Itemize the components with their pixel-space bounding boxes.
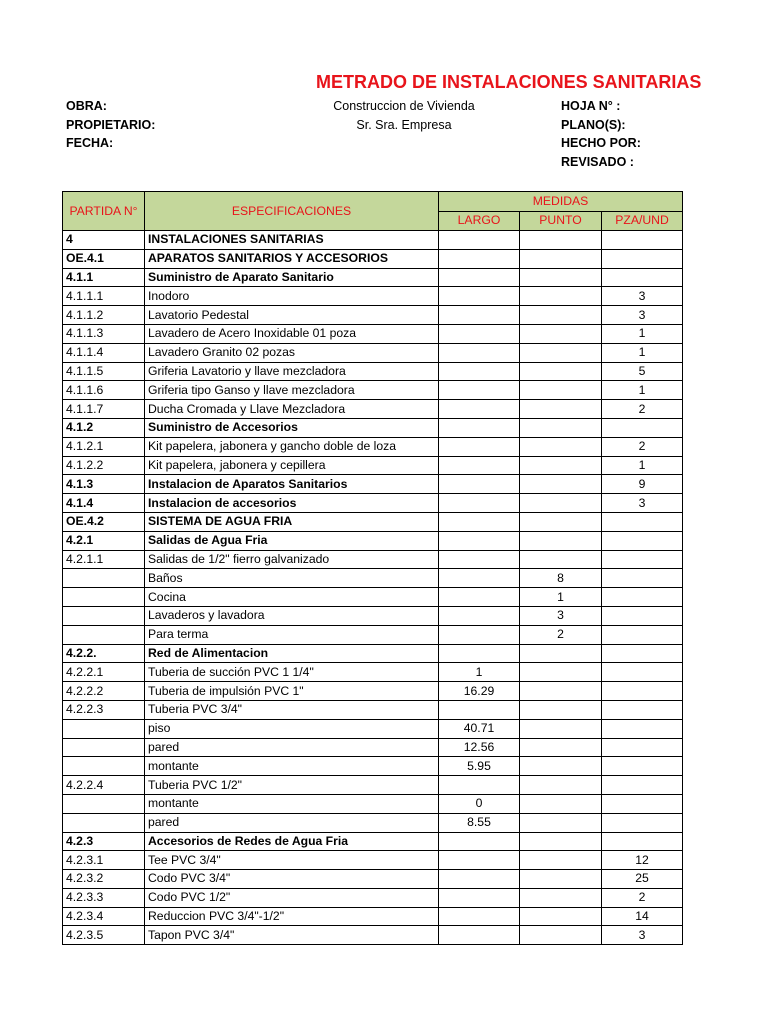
especificacion-cell: montante: [145, 757, 439, 776]
partida-cell: [63, 738, 145, 757]
partida-cell: 4.1.1.4: [63, 343, 145, 362]
especificacion-cell: Kit papelera, jabonera y cepillera: [145, 456, 439, 475]
table-row: [63, 776, 683, 795]
especificacion-cell: Lavaderos y lavadora: [145, 606, 439, 625]
partida-cell: 4.1.1.3: [63, 324, 145, 343]
largo-cell: [439, 343, 520, 362]
especificacion-cell: Lavadero de Acero Inoxidable 01 poza: [145, 324, 439, 343]
partida-cell: 4.1.2.2: [63, 456, 145, 475]
table-row: [63, 738, 683, 757]
punto-cell: [520, 851, 602, 870]
pza-cell: 2: [602, 437, 683, 456]
especificacion-cell: Salidas de 1/2" fierro galvanizado: [145, 550, 439, 569]
partida-cell: OE.4.1: [63, 249, 145, 268]
largo-cell: [439, 400, 520, 419]
table-row: [63, 231, 683, 250]
largo-cell: [439, 700, 520, 719]
partida-cell: 4.2.3.4: [63, 907, 145, 926]
col-especificaciones-header: ESPECIFICACIONES: [145, 192, 439, 231]
pza-cell: [602, 719, 683, 738]
largo-cell: [439, 512, 520, 531]
pza-cell: [602, 588, 683, 607]
partida-cell: 4.2.3.1: [63, 851, 145, 870]
especificacion-cell: pared: [145, 738, 439, 757]
pza-cell: [602, 569, 683, 588]
partida-cell: 4.2.2.4: [63, 776, 145, 795]
table-row: [63, 400, 683, 419]
largo-cell: [439, 832, 520, 851]
plano-label: PLANO(S):: [561, 118, 626, 132]
obra-value: Construccion de Vivienda: [333, 99, 475, 113]
largo-cell: 8.55: [439, 813, 520, 832]
pza-cell: [602, 550, 683, 569]
largo-cell: [439, 644, 520, 663]
partida-cell: 4.1.2: [63, 418, 145, 437]
punto-cell: [520, 362, 602, 381]
table-row: [63, 268, 683, 287]
partida-cell: OE.4.2: [63, 512, 145, 531]
punto-cell: [520, 550, 602, 569]
largo-cell: [439, 907, 520, 926]
largo-cell: [439, 550, 520, 569]
largo-cell: [439, 851, 520, 870]
pza-cell: 3: [602, 926, 683, 945]
especificacion-cell: Reduccion PVC 3/4"-1/2": [145, 907, 439, 926]
especificacion-cell: Cocina: [145, 588, 439, 607]
punto-cell: [520, 794, 602, 813]
punto-cell: [520, 907, 602, 926]
col-medidas-header: MEDIDAS: [439, 192, 683, 212]
pza-cell: 14: [602, 907, 683, 926]
punto-cell: [520, 475, 602, 494]
table-row: [63, 851, 683, 870]
table-row: [63, 437, 683, 456]
especificacion-cell: Para terma: [145, 625, 439, 644]
table-row: [63, 512, 683, 531]
partida-cell: 4.2.2.1: [63, 663, 145, 682]
punto-cell: [520, 400, 602, 419]
pza-cell: [602, 231, 683, 250]
punto-cell: 2: [520, 625, 602, 644]
especificacion-cell: Salidas de Agua Fria: [145, 531, 439, 550]
especificacion-cell: Kit papelera, jabonera y gancho doble de loza: [145, 437, 439, 456]
punto-cell: [520, 682, 602, 701]
especificacion-cell: Red de Alimentacion: [145, 644, 439, 663]
punto-cell: [520, 343, 602, 362]
especificacion-cell: piso: [145, 719, 439, 738]
partida-cell: 4.2.3: [63, 832, 145, 851]
partida-cell: [63, 757, 145, 776]
partida-cell: 4.2.2.: [63, 644, 145, 663]
partida-cell: [63, 719, 145, 738]
largo-cell: [439, 475, 520, 494]
largo-cell: [439, 231, 520, 250]
punto-cell: 3: [520, 606, 602, 625]
pza-cell: [602, 268, 683, 287]
punto-cell: [520, 306, 602, 325]
punto-cell: [520, 870, 602, 889]
table-row: [63, 418, 683, 437]
largo-cell: [439, 569, 520, 588]
partida-cell: 4.2.2.2: [63, 682, 145, 701]
largo-cell: 5.95: [439, 757, 520, 776]
pza-cell: 2: [602, 888, 683, 907]
propietario-value: Sr. Sra. Empresa: [356, 118, 452, 132]
pza-cell: [602, 738, 683, 757]
especificacion-cell: APARATOS SANITARIOS Y ACCESORIOS: [145, 249, 439, 268]
table-row: [63, 456, 683, 475]
especificacion-cell: Baños: [145, 569, 439, 588]
partida-cell: [63, 588, 145, 607]
largo-cell: [439, 437, 520, 456]
pza-cell: [602, 813, 683, 832]
table-row: [63, 682, 683, 701]
document-title: METRADO DE INSTALACIONES SANITARIAS: [316, 72, 702, 92]
largo-cell: [439, 324, 520, 343]
especificacion-cell: Tuberia PVC 3/4": [145, 700, 439, 719]
partida-cell: 4.2.3.2: [63, 870, 145, 889]
punto-cell: [520, 324, 602, 343]
revisado-label: REVISADO :: [561, 155, 634, 169]
table-row: [63, 531, 683, 550]
punto-cell: [520, 418, 602, 437]
punto-cell: [520, 776, 602, 795]
pza-cell: 3: [602, 287, 683, 306]
largo-cell: 0: [439, 794, 520, 813]
col-partida-header: PARTIDA N°: [63, 192, 145, 231]
pza-cell: 9: [602, 475, 683, 494]
pza-cell: 3: [602, 494, 683, 513]
punto-cell: [520, 512, 602, 531]
metrado-table: [62, 191, 683, 945]
table-row: [63, 644, 683, 663]
pza-cell: 5: [602, 362, 683, 381]
especificacion-cell: Lavadero Granito 02 pozas: [145, 343, 439, 362]
table-row: [63, 663, 683, 682]
pza-cell: 3: [602, 306, 683, 325]
pza-cell: [602, 418, 683, 437]
punto-cell: [520, 700, 602, 719]
pza-cell: [602, 531, 683, 550]
punto-cell: [520, 268, 602, 287]
table-row: [63, 794, 683, 813]
pza-cell: [602, 644, 683, 663]
especificacion-cell: INSTALACIONES SANITARIAS: [145, 231, 439, 250]
partida-cell: 4: [63, 231, 145, 250]
largo-cell: [439, 606, 520, 625]
pza-cell: 1: [602, 456, 683, 475]
punto-cell: 8: [520, 569, 602, 588]
especificacion-cell: SISTEMA DE AGUA FRIA: [145, 512, 439, 531]
partida-cell: [63, 625, 145, 644]
fecha-label: FECHA:: [66, 136, 114, 150]
table-row: [63, 926, 683, 945]
partida-cell: 4.2.1.1: [63, 550, 145, 569]
pza-cell: 1: [602, 324, 683, 343]
punto-cell: [520, 719, 602, 738]
largo-cell: 1: [439, 663, 520, 682]
largo-cell: [439, 268, 520, 287]
table-row: [63, 719, 683, 738]
especificacion-cell: Tee PVC 3/4": [145, 851, 439, 870]
col-punto-header: PUNTO: [520, 211, 602, 231]
largo-cell: [439, 381, 520, 400]
largo-cell: [439, 362, 520, 381]
col-largo-header: LARGO: [439, 211, 520, 231]
especificacion-cell: Instalacion de accesorios: [145, 494, 439, 513]
partida-cell: 4.1.1.7: [63, 400, 145, 419]
table-row: [63, 569, 683, 588]
table-row: [63, 606, 683, 625]
punto-cell: [520, 231, 602, 250]
table-row: [63, 907, 683, 926]
especificacion-cell: Griferia Lavatorio y llave mezcladora: [145, 362, 439, 381]
especificacion-cell: montante: [145, 794, 439, 813]
partida-cell: 4.2.3.5: [63, 926, 145, 945]
table-row: [63, 625, 683, 644]
punto-cell: [520, 888, 602, 907]
partida-cell: 4.1.4: [63, 494, 145, 513]
punto-cell: 1: [520, 588, 602, 607]
table-row: [63, 343, 683, 362]
punto-cell: [520, 663, 602, 682]
largo-cell: [439, 287, 520, 306]
pza-cell: [602, 832, 683, 851]
especificacion-cell: Suministro de Accesorios: [145, 418, 439, 437]
pza-cell: [602, 249, 683, 268]
pza-cell: 2: [602, 400, 683, 419]
punto-cell: [520, 249, 602, 268]
punto-cell: [520, 494, 602, 513]
largo-cell: [439, 494, 520, 513]
largo-cell: [439, 926, 520, 945]
partida-cell: 4.1.1.5: [63, 362, 145, 381]
punto-cell: [520, 381, 602, 400]
especificacion-cell: Accesorios de Redes de Agua Fria: [145, 832, 439, 851]
hoja-label: HOJA N° :: [561, 99, 621, 113]
table-row: [63, 870, 683, 889]
largo-cell: 40.71: [439, 719, 520, 738]
table-row: [63, 813, 683, 832]
table-row: [63, 550, 683, 569]
partida-cell: [63, 813, 145, 832]
pza-cell: [602, 606, 683, 625]
punto-cell: [520, 644, 602, 663]
table-row: [63, 588, 683, 607]
punto-cell: [520, 813, 602, 832]
largo-cell: 16.29: [439, 682, 520, 701]
pza-cell: [602, 682, 683, 701]
pza-cell: [602, 794, 683, 813]
table-row: [63, 249, 683, 268]
pza-cell: [602, 625, 683, 644]
table-body: [63, 231, 683, 945]
punto-cell: [520, 738, 602, 757]
largo-cell: 12.56: [439, 738, 520, 757]
largo-cell: [439, 888, 520, 907]
especificacion-cell: Tapon PVC 3/4": [145, 926, 439, 945]
punto-cell: [520, 287, 602, 306]
pza-cell: 1: [602, 381, 683, 400]
pza-cell: [602, 776, 683, 795]
largo-cell: [439, 776, 520, 795]
partida-cell: 4.2.2.3: [63, 700, 145, 719]
largo-cell: [439, 306, 520, 325]
pza-cell: [602, 512, 683, 531]
table-row: [63, 381, 683, 400]
obra-label: OBRA:: [66, 99, 107, 113]
especificacion-cell: Codo PVC 3/4": [145, 870, 439, 889]
table-row: [63, 306, 683, 325]
largo-cell: [439, 588, 520, 607]
punto-cell: [520, 531, 602, 550]
especificacion-cell: Lavatorio Pedestal: [145, 306, 439, 325]
table-row: [63, 324, 683, 343]
largo-cell: [439, 870, 520, 889]
partida-cell: 4.2.1: [63, 531, 145, 550]
table-row: [63, 494, 683, 513]
partida-cell: 4.1.1: [63, 268, 145, 287]
largo-cell: [439, 531, 520, 550]
punto-cell: [520, 757, 602, 776]
table-row: [63, 888, 683, 907]
largo-cell: [439, 249, 520, 268]
pza-cell: [602, 700, 683, 719]
especificacion-cell: Ducha Cromada y Llave Mezcladora: [145, 400, 439, 419]
table-row: [63, 757, 683, 776]
pza-cell: [602, 663, 683, 682]
especificacion-cell: Inodoro: [145, 287, 439, 306]
punto-cell: [520, 437, 602, 456]
especificacion-cell: Tuberia de succión PVC 1 1/4": [145, 663, 439, 682]
largo-cell: [439, 456, 520, 475]
punto-cell: [520, 456, 602, 475]
partida-cell: 4.1.3: [63, 475, 145, 494]
pza-cell: 25: [602, 870, 683, 889]
partida-cell: [63, 606, 145, 625]
partida-cell: 4.1.1.2: [63, 306, 145, 325]
especificacion-cell: Instalacion de Aparatos Sanitarios: [145, 475, 439, 494]
propietario-label: PROPIETARIO:: [66, 118, 156, 132]
punto-cell: [520, 832, 602, 851]
hecho-por-label: HECHO POR:: [561, 136, 641, 150]
punto-cell: [520, 926, 602, 945]
largo-cell: [439, 625, 520, 644]
largo-cell: [439, 418, 520, 437]
partida-cell: 4.2.3.3: [63, 888, 145, 907]
especificacion-cell: pared: [145, 813, 439, 832]
partida-cell: 4.1.1.1: [63, 287, 145, 306]
table-row: [63, 362, 683, 381]
table-row: [63, 832, 683, 851]
pza-cell: 12: [602, 851, 683, 870]
especificacion-cell: Suministro de Aparato Sanitario: [145, 268, 439, 287]
pza-cell: [602, 757, 683, 776]
partida-cell: 4.1.1.6: [63, 381, 145, 400]
partida-cell: [63, 794, 145, 813]
especificacion-cell: Tuberia de impulsión PVC 1": [145, 682, 439, 701]
partida-cell: [63, 569, 145, 588]
especificacion-cell: Codo PVC 1/2": [145, 888, 439, 907]
col-pza-header: PZA/UND: [602, 211, 683, 231]
table-row: [63, 287, 683, 306]
especificacion-cell: Griferia tipo Ganso y llave mezcladora: [145, 381, 439, 400]
especificacion-cell: Tuberia PVC 1/2": [145, 776, 439, 795]
table-row: [63, 475, 683, 494]
pza-cell: 1: [602, 343, 683, 362]
table-row: [63, 700, 683, 719]
partida-cell: 4.1.2.1: [63, 437, 145, 456]
